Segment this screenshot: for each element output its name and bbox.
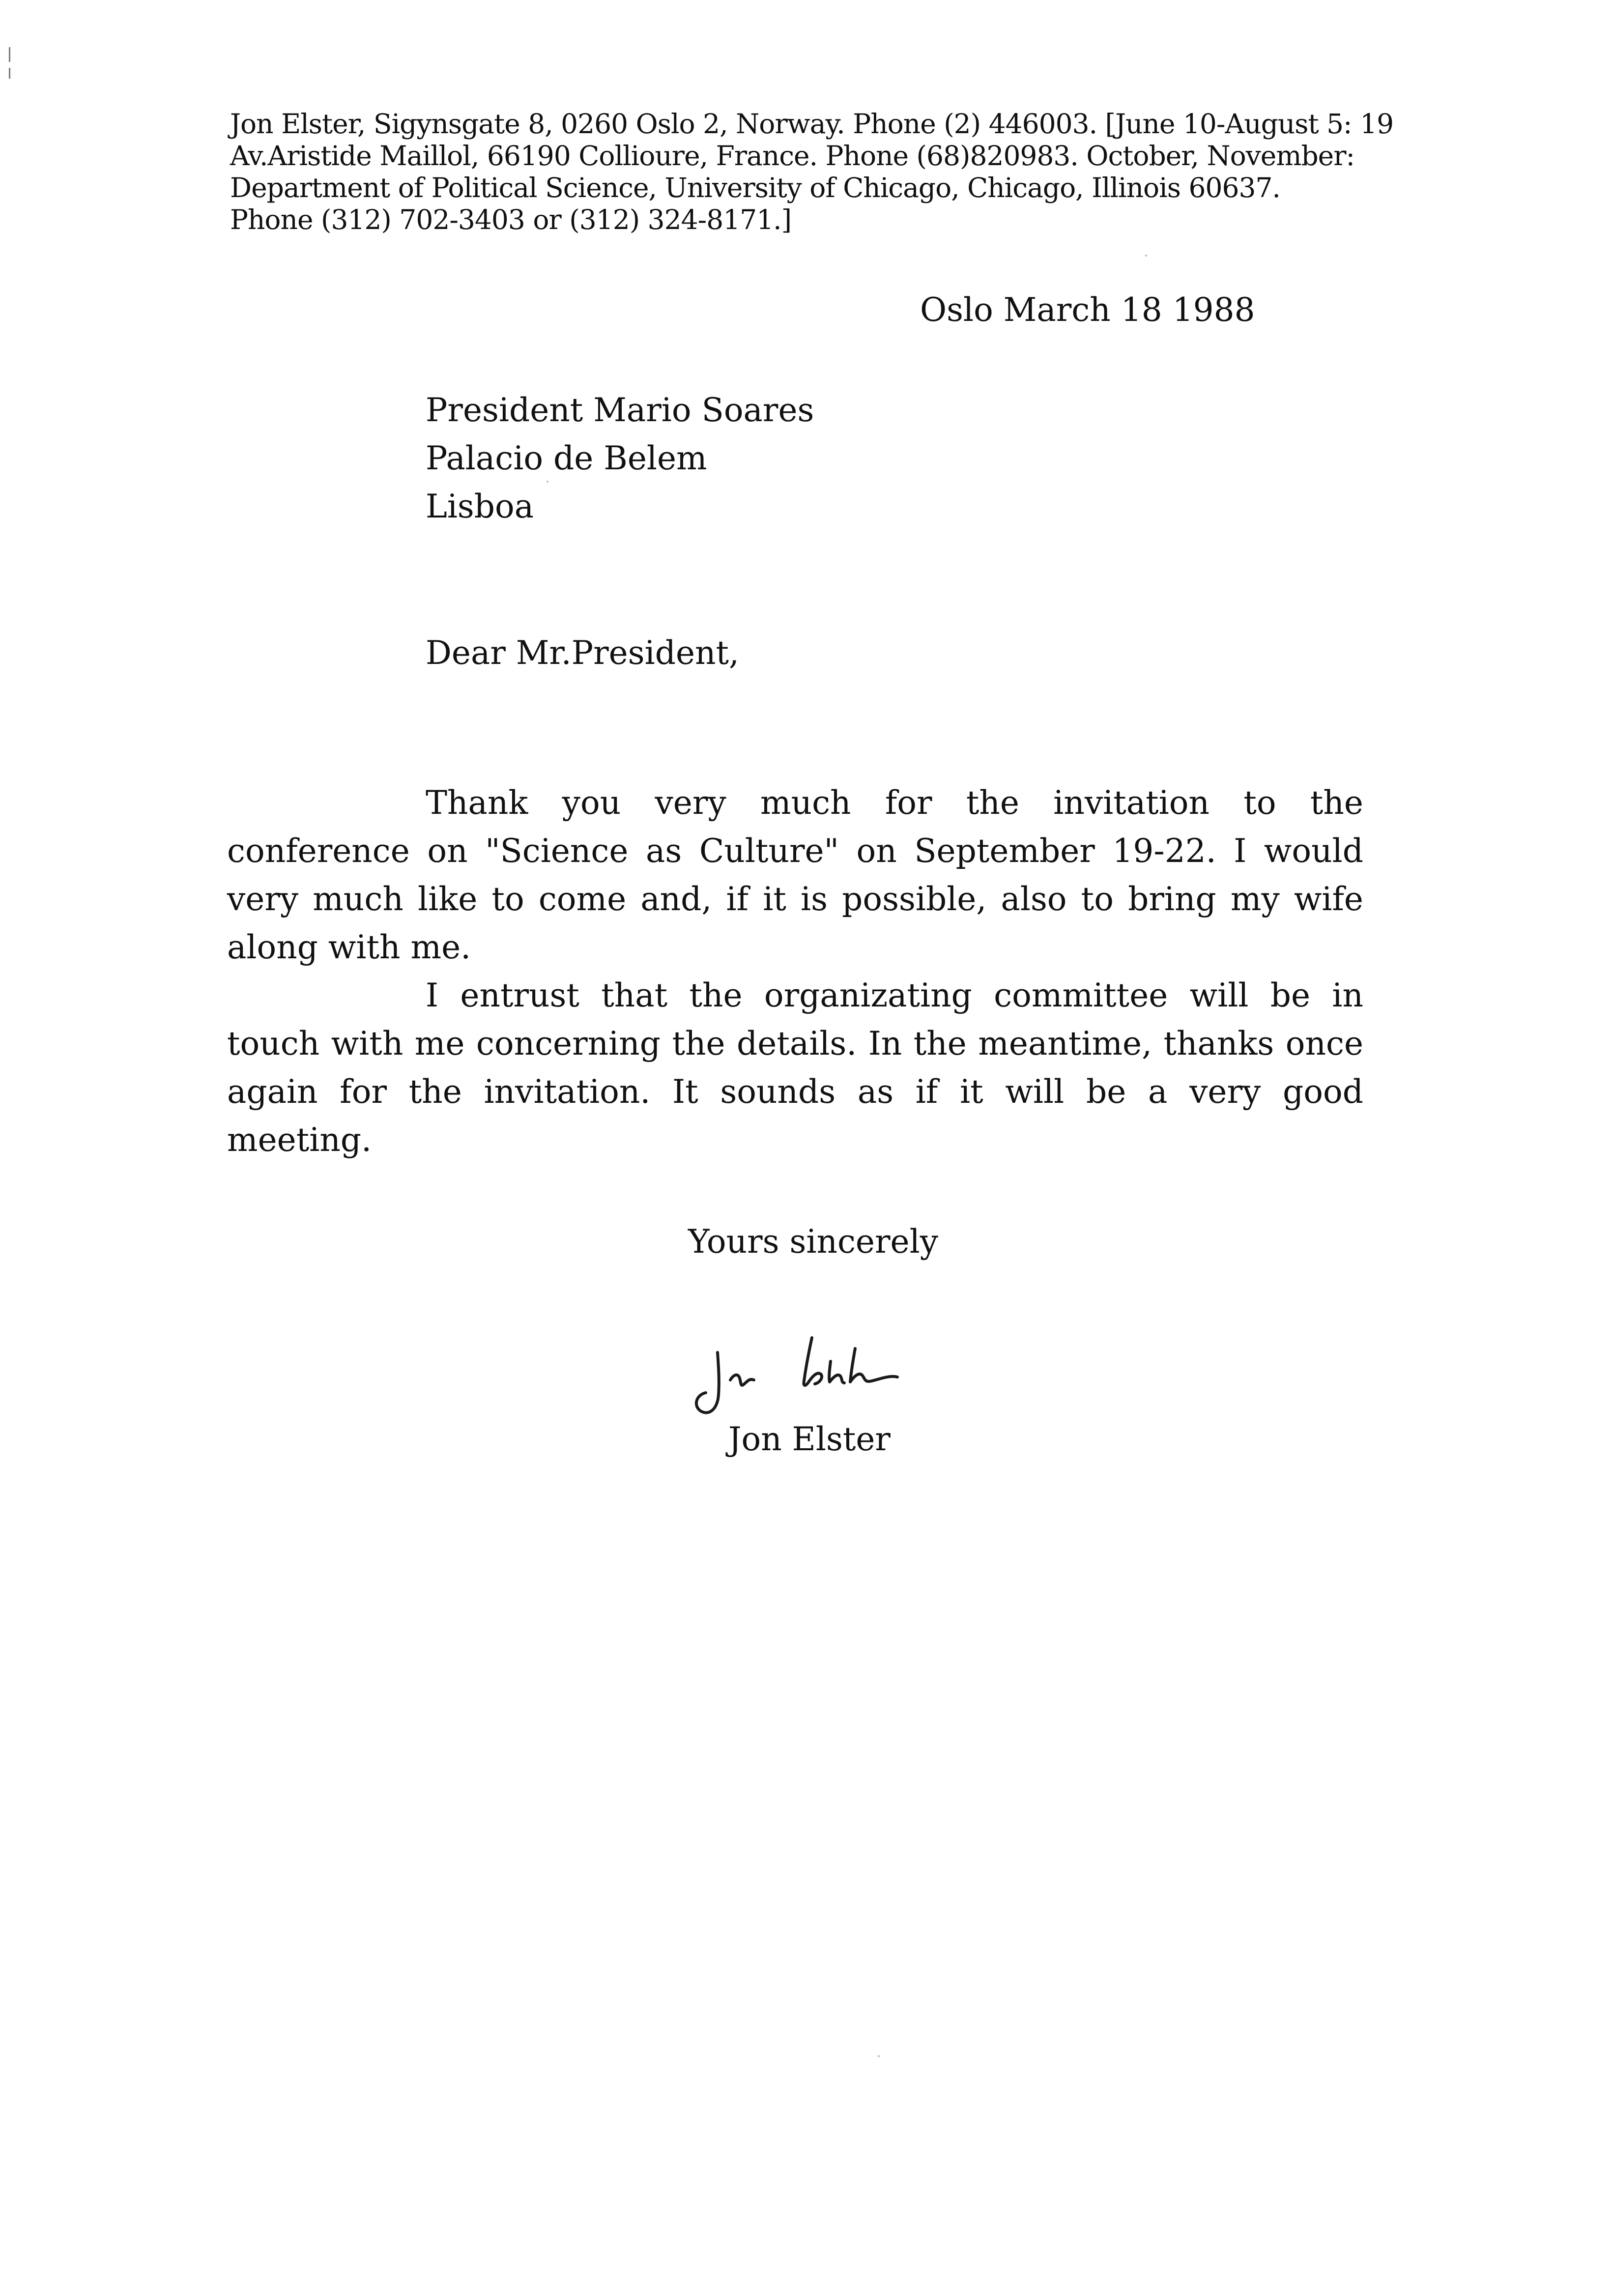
letterhead-line: Department of Political Science, University of Chicago, Chicago, Illinois 60637. xyxy=(230,172,1280,203)
scan-speck xyxy=(1145,255,1147,257)
scan-edge-mark xyxy=(9,47,10,62)
body-paragraph: Thank you very much for the invitation to the conference on "Science as Culture" on September 19-22. I would very much like to come and, if it is possible, also to bring my wife along with me. xyxy=(227,784,1363,966)
handwritten-signature xyxy=(688,1332,944,1435)
letterhead-line: Jon Elster, Sigynsgate 8, 0260 Oslo 2, Norway. Phone (2) 446003. [June 10-August 5: 19 xyxy=(230,108,1394,140)
letterhead-line: Av.Aristide Maillol, 66190 Collioure, France. Phone (68)820983. October, November: xyxy=(230,140,1355,172)
salutation: Dear Mr.President, xyxy=(426,634,740,672)
recipient-name: President Mario Soares xyxy=(426,391,814,429)
recipient-address xyxy=(426,386,814,531)
letter-date: Oslo March 18 1988 xyxy=(920,291,1255,329)
letterhead xyxy=(230,108,1400,236)
scan-edge-mark xyxy=(9,68,10,79)
signer-name: Jon Elster xyxy=(728,1420,891,1458)
recipient-city: Lisboa xyxy=(426,488,534,525)
closing: Yours sincerely xyxy=(688,1223,938,1261)
letterhead-line: Phone (312) 702-3403 or (312) 324-8171.] xyxy=(230,204,792,235)
body-paragraph: I entrust that the organizating committee will be in touch with me concerning the details. In the meantime, thanks once again for the invitation. It sounds as if it will be a very good meeting. xyxy=(227,976,1363,1159)
recipient-address-line: Palacio de Belem xyxy=(426,439,707,477)
scan-speck xyxy=(878,2055,880,2057)
scan-speck xyxy=(547,481,548,483)
letter-body xyxy=(227,779,1363,1164)
